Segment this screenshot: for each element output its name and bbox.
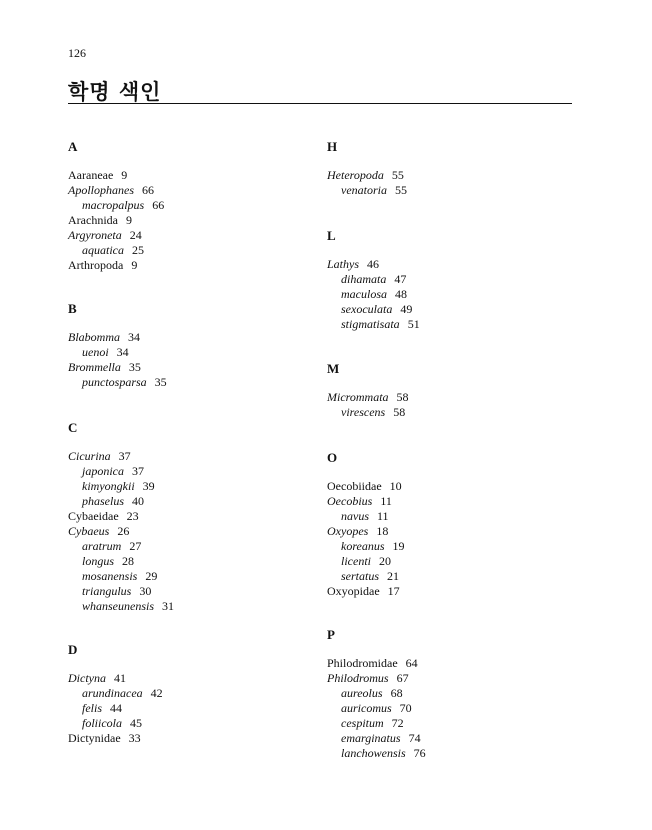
index-subentry (327, 183, 407, 198)
entry-page-number: 37 (118, 449, 131, 463)
entry-page-number: 29 (145, 569, 158, 583)
entry-name: emarginatus (341, 731, 401, 745)
entry-page-number: 25 (132, 243, 144, 257)
entry-name: dihamata (341, 272, 387, 286)
index-subentry (68, 584, 151, 599)
index-entry (68, 671, 126, 686)
section-letter: M (327, 361, 340, 376)
entry-name: Arachnida (68, 213, 118, 227)
index-entry (68, 213, 132, 228)
entry-page-number: 55 (395, 183, 407, 197)
entry-name: auricomus (341, 701, 392, 715)
index-entry (327, 671, 409, 686)
index-subentry (327, 554, 391, 569)
entry-page-number: 39 (142, 479, 155, 493)
index-subentry (68, 243, 144, 258)
index-subentry (327, 701, 412, 716)
entry-name: Heteropoda (327, 168, 384, 182)
entry-page-number: 27 (129, 539, 142, 553)
entry-name: Brommella (68, 360, 121, 374)
entry-name: punctosparsa (82, 375, 147, 389)
entry-name: Oecobius (327, 494, 373, 508)
entry-name: Lathys (327, 257, 360, 271)
entry-page-number: 11 (377, 509, 389, 523)
index-subentry (68, 686, 163, 701)
index-entry (327, 494, 392, 509)
entry-page-number: 23 (126, 509, 139, 523)
index-entry (68, 168, 127, 183)
page-title: 학명 색인 (68, 79, 162, 104)
index-subentry (68, 375, 167, 390)
entry-name: Philodromus (327, 671, 389, 685)
entry-page-number: 48 (395, 287, 407, 301)
entry-page-number: 67 (396, 671, 409, 685)
entry-page-number: 49 (400, 302, 413, 316)
entry-page-number: 30 (139, 584, 152, 598)
index-subentry (327, 302, 412, 317)
entry-name: koreanus (341, 539, 385, 553)
section-letter: P (327, 627, 335, 642)
entry-name: mosanensis (82, 569, 138, 583)
entry-page-number: 40 (132, 494, 144, 508)
index-subentry (68, 599, 174, 614)
entry-page-number: 55 (391, 168, 404, 182)
index-subentry (327, 405, 405, 420)
page-number: 126 (68, 46, 86, 60)
entry-name: longus (82, 554, 115, 568)
entry-page-number: 64 (405, 656, 418, 670)
index-subentry (68, 464, 144, 479)
entry-page-number: 10 (389, 479, 402, 493)
index-entry (327, 257, 379, 272)
index-entry (327, 524, 388, 539)
entry-page-number: 66 (142, 183, 154, 197)
index-subentry (327, 569, 399, 584)
index-subentry (68, 494, 144, 509)
entry-name: navus (341, 509, 369, 523)
entry-name: triangulus (82, 584, 132, 598)
entry-name: Dictynidae (68, 731, 121, 745)
entry-name: uenoi (82, 345, 109, 359)
entry-name: Micrommata (327, 390, 389, 404)
entry-page-number: 26 (117, 524, 130, 538)
index-subentry (68, 479, 155, 494)
entry-name: Oxyopes (327, 524, 369, 538)
entry-page-number: 58 (396, 390, 409, 404)
entry-page-number: 9 (121, 168, 128, 182)
index-subentry (68, 569, 157, 584)
index-entry (68, 183, 154, 198)
index-entry (68, 360, 141, 375)
index-subentry (327, 287, 407, 302)
entry-name: macropalpus (82, 198, 145, 212)
index-subentry (327, 509, 389, 524)
section-letter: L (327, 228, 336, 243)
entry-page-number: 21 (387, 569, 400, 583)
index-subentry (327, 686, 403, 701)
entry-page-number: 9 (131, 258, 138, 272)
entry-name: Cybaeidae (68, 509, 119, 523)
entry-name: virescens (341, 405, 386, 419)
entry-name: Arthropoda (68, 258, 124, 272)
section-letter: D (68, 642, 78, 657)
index-entry (68, 449, 131, 464)
entry-name: sertatus (341, 569, 380, 583)
index-subentry (68, 701, 122, 716)
entry-name: Aaraneae (68, 168, 114, 182)
index-subentry (327, 716, 404, 731)
index-entry (68, 228, 142, 243)
entry-page-number: 46 (367, 257, 380, 271)
index-entry (68, 509, 139, 524)
entry-page-number: 18 (376, 524, 389, 538)
section-letter: C (68, 420, 78, 435)
entry-name: Dictyna (68, 671, 106, 685)
entry-page-number: 45 (130, 716, 142, 730)
section-letter: A (68, 139, 78, 154)
entry-page-number: 74 (408, 731, 421, 745)
entry-name: Apollophanes (68, 183, 134, 197)
entry-name: phaselus (82, 494, 124, 508)
index-entry (327, 584, 400, 599)
entry-name: whanseunensis (82, 599, 154, 613)
entry-name: Blabomma (68, 330, 120, 344)
entry-page-number: 11 (380, 494, 392, 508)
entry-name: Cicurina (68, 449, 111, 463)
index-subentry (327, 731, 421, 746)
index-subentry (68, 554, 134, 569)
entry-page-number: 41 (114, 671, 126, 685)
entry-page-number: 58 (393, 405, 406, 419)
index-entry (68, 731, 141, 746)
entry-page-number: 51 (407, 317, 420, 331)
entry-name: maculosa (341, 287, 387, 301)
entry-name: venatoria (341, 183, 387, 197)
entry-name: Philodromidae (327, 656, 398, 670)
index-subentry (327, 539, 405, 554)
entry-name: aratrum (82, 539, 122, 553)
entry-page-number: 31 (162, 599, 174, 613)
entry-page-number: 28 (122, 554, 135, 568)
index-entry (327, 479, 402, 494)
entry-page-number: 72 (391, 716, 404, 730)
index-entry (68, 330, 140, 345)
entry-page-number: 17 (387, 584, 400, 598)
entry-name: aureolus (341, 686, 383, 700)
section-letter: H (327, 139, 338, 154)
entry-name: felis (82, 701, 102, 715)
entry-page-number: 47 (394, 272, 407, 286)
entry-page-number: 66 (152, 198, 165, 212)
index-entry (327, 656, 418, 671)
index-entry (68, 258, 137, 273)
entry-name: Cybaeus (68, 524, 110, 538)
index-entry (327, 390, 409, 405)
entry-page-number: 33 (128, 731, 141, 745)
entry-page-number: 42 (150, 686, 163, 700)
entry-page-number: 24 (129, 228, 142, 242)
index-entry (327, 168, 404, 183)
entry-name: lanchowensis (341, 746, 406, 760)
entry-page-number: 37 (132, 464, 144, 478)
entry-page-number: 35 (154, 375, 167, 389)
entry-name: licenti (341, 554, 371, 568)
entry-page-number: 44 (110, 701, 122, 715)
title-rule (68, 103, 572, 104)
entry-page-number: 19 (392, 539, 405, 553)
entry-name: Argyroneta (68, 228, 122, 242)
entry-name: stigmatisata (341, 317, 400, 331)
index-entry (68, 524, 129, 539)
entry-name: Oecobiidae (327, 479, 382, 493)
entry-page-number: 9 (125, 213, 132, 227)
entry-page-number: 76 (413, 746, 426, 760)
entry-page-number: 35 (128, 360, 141, 374)
index-subentry (68, 198, 164, 213)
entry-name: arundinacea (82, 686, 143, 700)
entry-page-number: 20 (379, 554, 391, 568)
index-subentry (327, 317, 420, 332)
entry-name: cespitum (341, 716, 384, 730)
index-subentry (68, 716, 142, 731)
index-subentry (327, 272, 406, 287)
section-letter: B (68, 301, 77, 316)
entry-page-number: 68 (390, 686, 403, 700)
index-subentry (68, 345, 129, 360)
entry-name: kimyongkii (82, 479, 135, 493)
entry-page-number: 70 (399, 701, 412, 715)
entry-name: Oxyopidae (327, 584, 380, 598)
entry-name: foliicola (82, 716, 122, 730)
entry-page-number: 34 (116, 345, 129, 359)
entry-name: japonica (82, 464, 124, 478)
entry-name: sexoculata (341, 302, 393, 316)
index-subentry (327, 746, 426, 761)
section-letter: O (327, 450, 338, 465)
index-subentry (68, 539, 141, 554)
entry-name: aquatica (82, 243, 124, 257)
entry-page-number: 34 (128, 330, 140, 344)
